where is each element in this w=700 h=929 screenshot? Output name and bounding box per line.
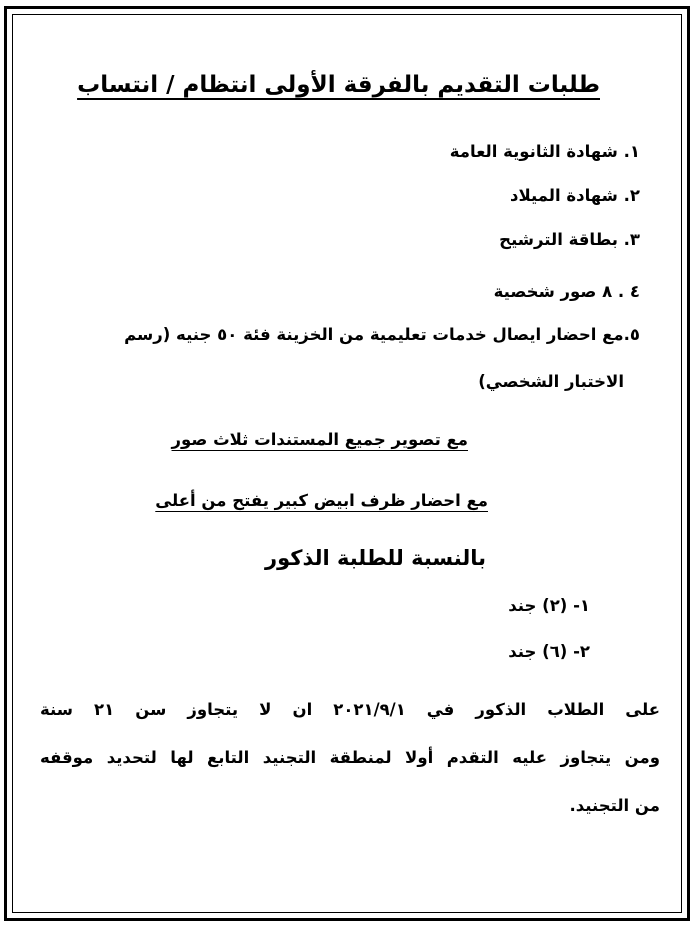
- note-envelope: مع احضار ظرف ابيض كبير يفتح من أعلى: [155, 491, 488, 510]
- requirement-item-5: ٥.مع احضار ايصال خدمات تعليمية من الخزينة فئة ٥٠ جنيه (رسم: [124, 325, 640, 344]
- requirement-item-2: ٢. شهادة الميلاد: [509, 186, 640, 205]
- male-paragraph-line-3: من التجنيد.: [569, 796, 660, 815]
- requirement-item-4: ٤ . ٨ صور شخصية: [493, 282, 640, 301]
- male-paragraph-line-2: ومن يتجاوز عليه التقدم أولا لمنطقة التجنيد التابع لها لتحديد موقفه: [40, 748, 660, 767]
- requirement-item-5-continued: الاختبار الشخصي): [478, 372, 624, 391]
- male-paragraph-line-1: على الطلاب الذكور في ٢٠٢١/٩/١ ان لا يتجاوز سن ٢١ سنة: [40, 700, 660, 719]
- document-page: [40, 0, 660, 929]
- male-section-heading: بالنسبة للطلبة الذكور: [264, 546, 486, 570]
- page-title: طلبات التقديم بالفرقة الأولى انتظام / انتساب: [77, 72, 600, 98]
- requirement-item-3: ٣. بطاقة الترشيح: [499, 230, 640, 249]
- male-item-2: ٢- (٦) جند: [508, 642, 590, 661]
- requirement-item-1: ١. شهادة الثانوية العامة: [449, 142, 640, 161]
- note-copies: مع تصوير جميع المستندات ثلاث صور: [171, 430, 468, 449]
- male-item-1: ١- (٢) جند: [508, 596, 590, 615]
